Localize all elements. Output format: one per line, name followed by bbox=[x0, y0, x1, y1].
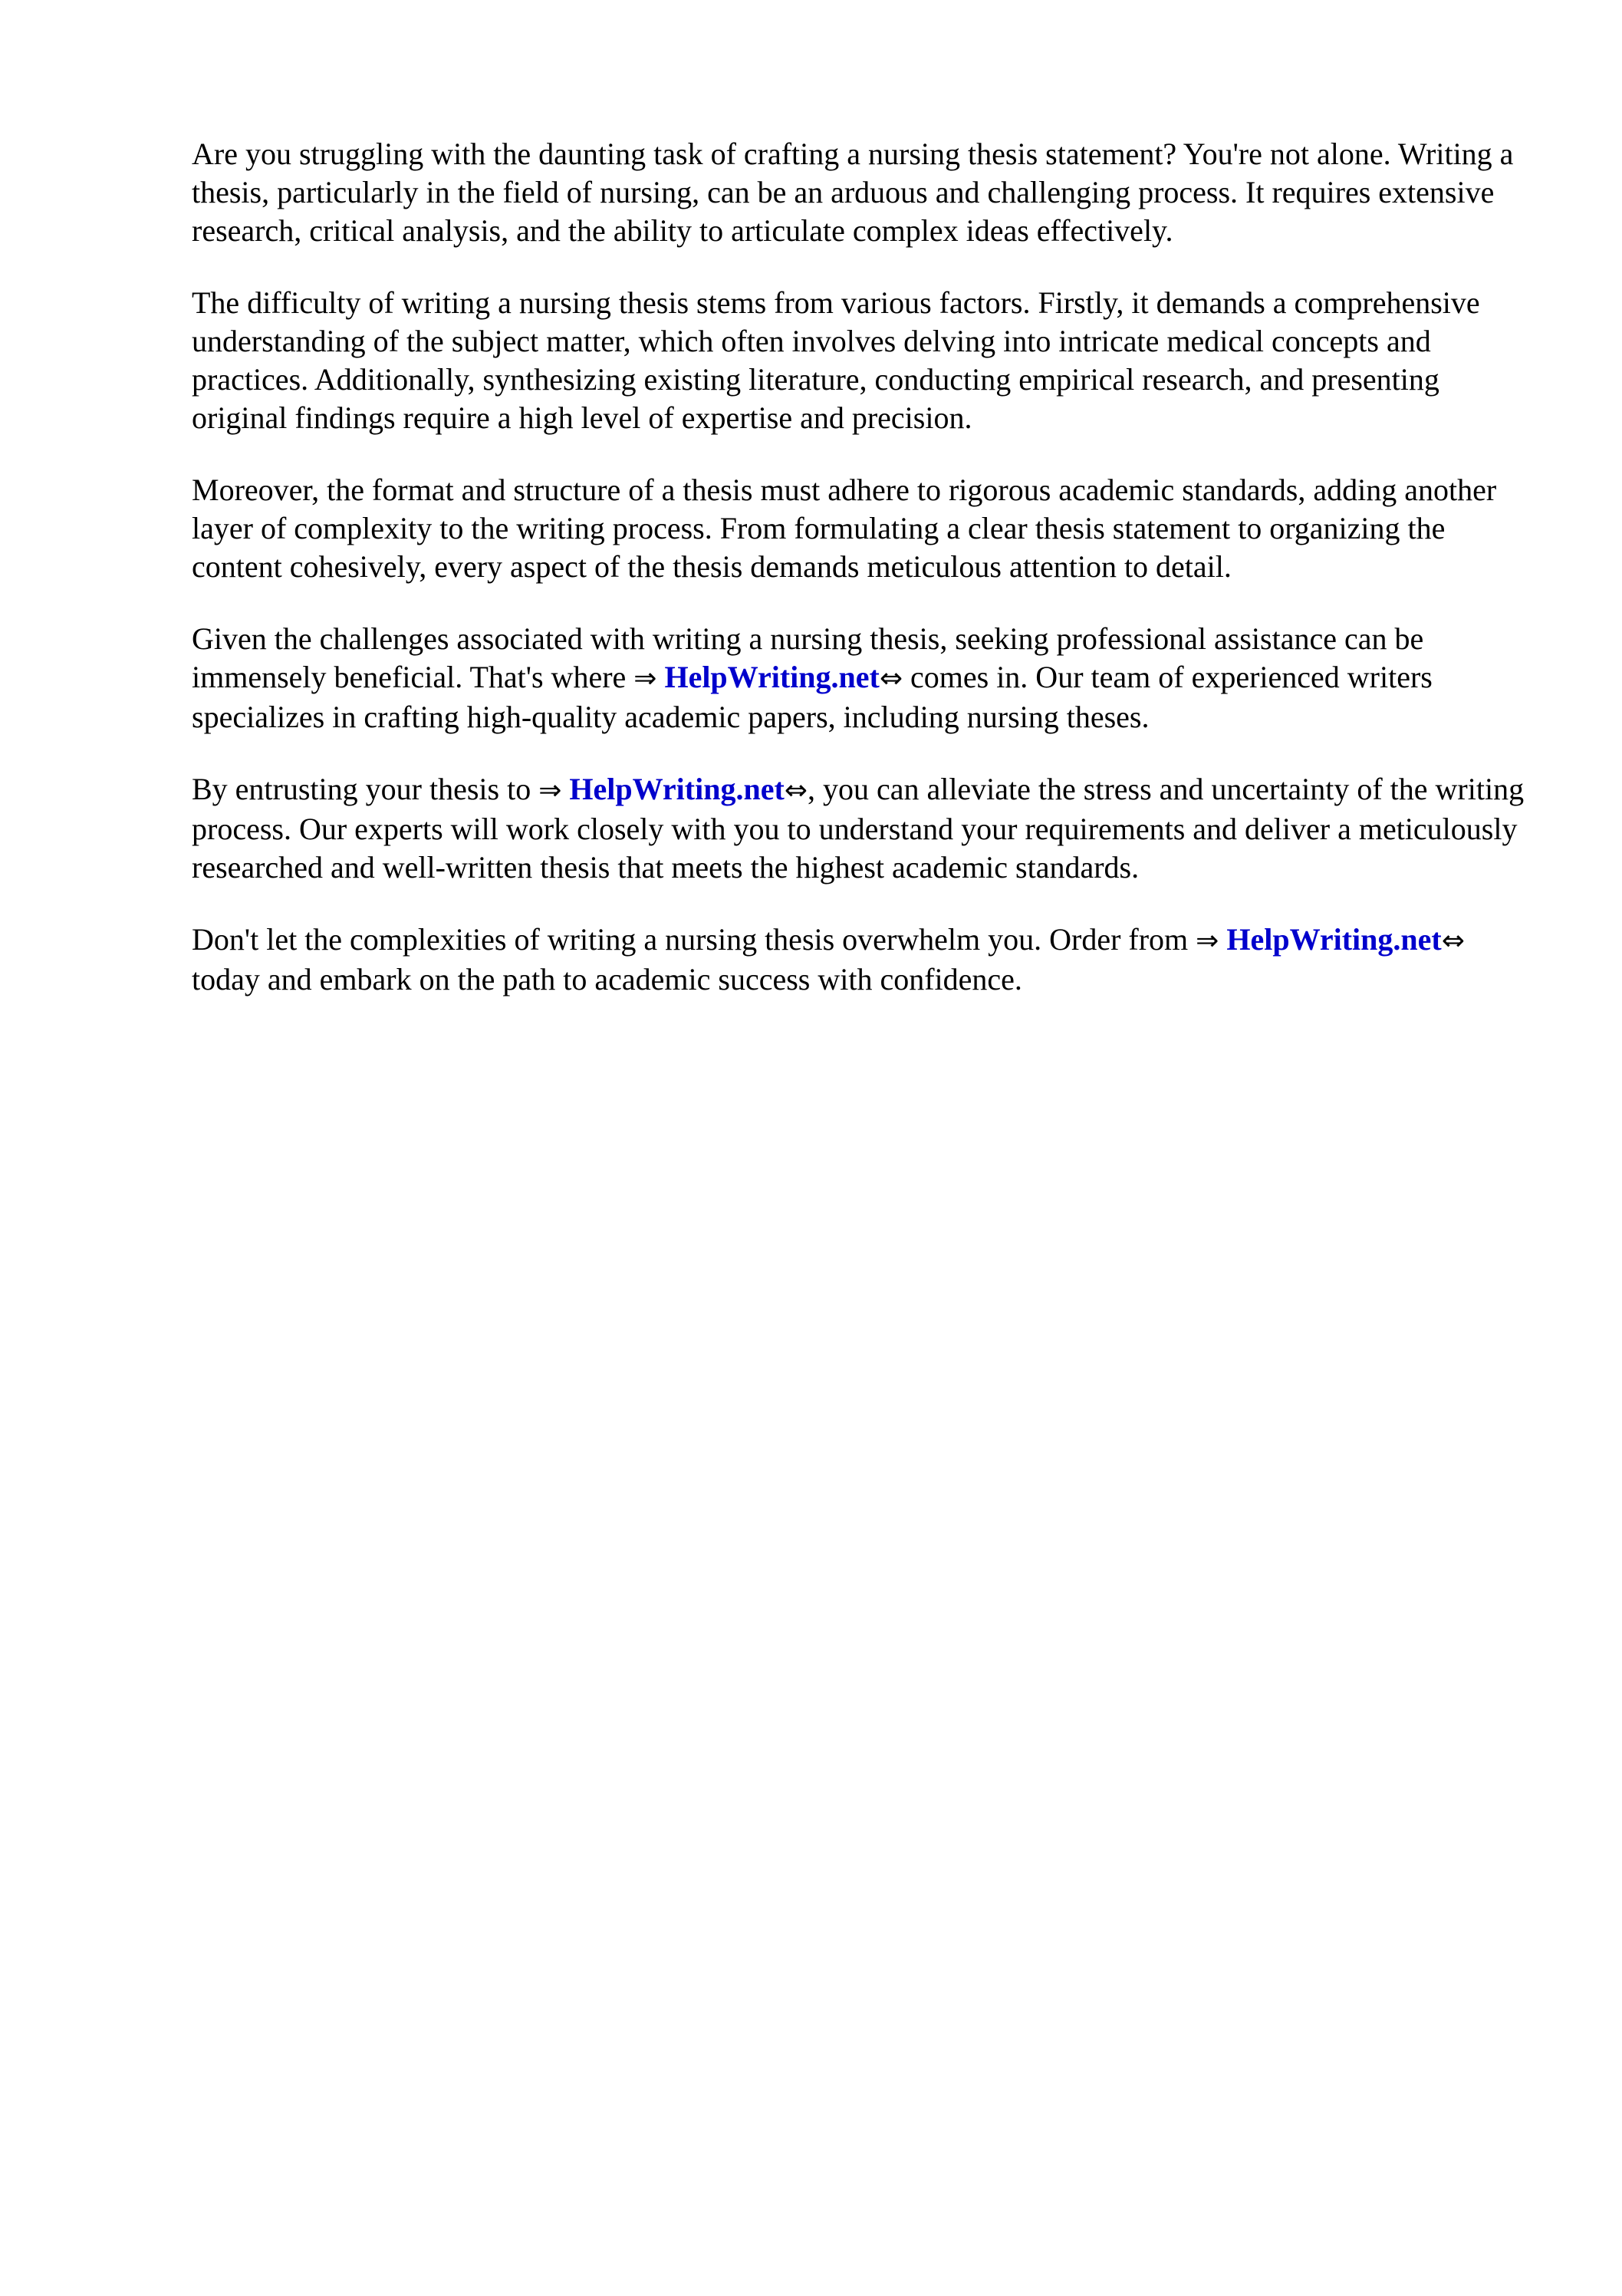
helpwriting-link[interactable]: HelpWriting.net bbox=[1226, 922, 1442, 957]
paragraph-assistance bbox=[192, 620, 1526, 736]
paragraph-entrusting-text-after: , you can alleviate the stress and uncertainty of the writing process. Our experts will work closely with you to understand your requirements and deliver a meticulously researched and well-written thesis that meets the highest academic standards. bbox=[192, 772, 1525, 884]
paragraph-format: Moreover, the format and structure of a thesis must adhere to rigorous academic standards, adding another layer of complexity to the writing process. From formulating a clear thesis statement to organizing the content cohesively, every aspect of the thesis demands meticulous attention to detail. bbox=[192, 473, 1497, 584]
helpwriting-link[interactable]: HelpWriting.net bbox=[664, 660, 880, 694]
paragraph-difficulty: The difficulty of writing a nursing thesis stems from various factors. Firstly, it demands a comprehensive understanding of the subject matter, which often involves delving into intricate medical concepts and practices. Additionally, synthesizing existing literature, conducting empirical research, and presenting original findings require a high level of expertise and precision. bbox=[192, 285, 1480, 435]
document-body bbox=[192, 135, 1526, 1033]
paragraph-entrusting bbox=[192, 770, 1526, 887]
paragraph-order-text-after: today and embark on the path to academic success with confidence. bbox=[192, 962, 1022, 996]
paragraph-assistance-text-after: comes in. Our team of experienced writers specializes in crafting high-quality academic papers, including nursing theses. bbox=[192, 660, 1433, 734]
double-arrow-icon: ⇔ bbox=[879, 663, 903, 694]
paragraph-intro: Are you struggling with the daunting task of crafting a nursing thesis statement? You're not alone. Writing a thesis, particularly in the field of nursing, can be an arduous and challenging process. It requires extensive research, critical analysis, and the ability to articulate complex ideas effectively. bbox=[192, 137, 1514, 248]
paragraph-order bbox=[192, 921, 1526, 999]
helpwriting-link[interactable]: HelpWriting.net bbox=[569, 772, 785, 806]
paragraph-entrusting-text-before: By entrusting your thesis to bbox=[192, 772, 539, 806]
right-arrow-icon: ⇒ bbox=[1196, 925, 1219, 957]
double-arrow-icon: ⇔ bbox=[784, 775, 808, 806]
right-arrow-icon: ⇒ bbox=[633, 663, 657, 694]
right-arrow-icon: ⇒ bbox=[538, 775, 562, 806]
double-arrow-icon: ⇔ bbox=[1441, 925, 1465, 957]
paragraph-assistance-text-before: Given the challenges associated with writing a nursing thesis, seeking professional assistance can be immensely beneficial. That's where bbox=[192, 621, 1424, 694]
paragraph-order-text-before: Don't let the complexities of writing a nursing thesis overwhelm you. Order from bbox=[192, 922, 1196, 957]
